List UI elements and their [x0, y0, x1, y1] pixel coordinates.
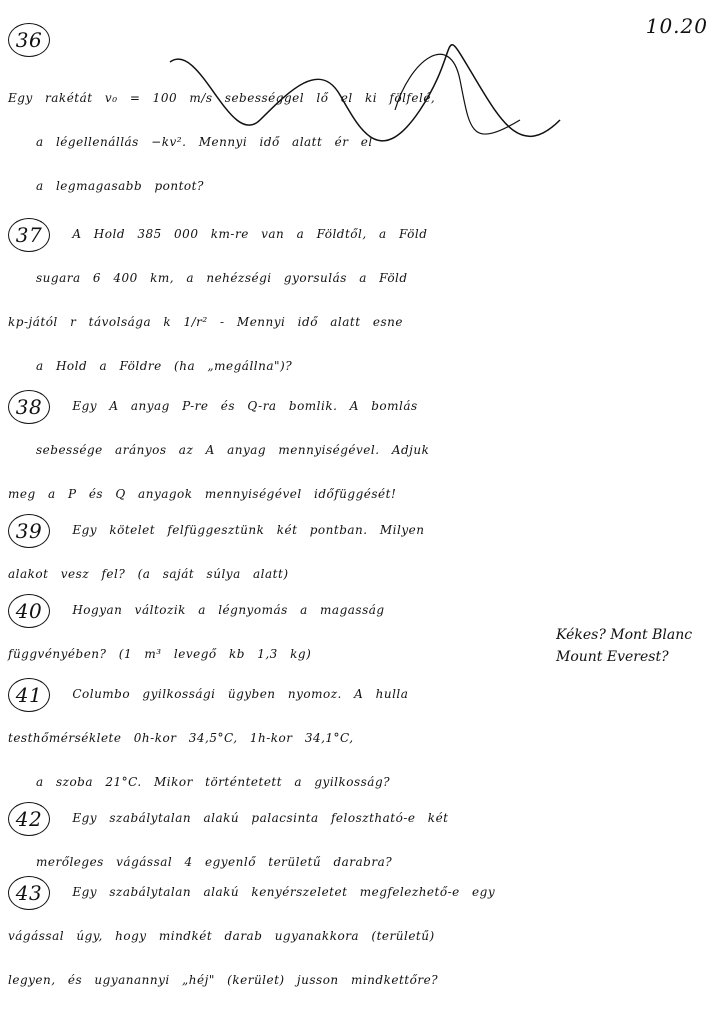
problem-line: Columbo gyilkossági ügyben nyomoz. A hulla	[72, 687, 409, 701]
side-note-line: Mount Everest?	[556, 649, 669, 665]
problem-line: Egy kötelet felfüggesztünk két pontban. Milyen	[72, 523, 425, 537]
problem-line: merőleges vágással 4 egyenlő területű darabra?	[36, 855, 393, 869]
side-note	[556, 624, 716, 668]
problem-line: Egy szabálytalan alakú palacsinta felosztható-e két	[72, 811, 449, 825]
problem-line: a légellenállás −kv². Mennyi idő alatt ér el	[36, 135, 373, 149]
problem-line: testhőmérséklete 0h-kor 34,5°C, 1h-kor 34,1°C,	[8, 731, 354, 745]
problem-39	[8, 508, 714, 596]
problem-number: 43	[8, 876, 50, 910]
problem-36	[8, 18, 714, 208]
problem-line: a Hold a Földre (ha „megállna")?	[36, 359, 293, 373]
problem-line: vágással úgy, hogy mindkét darab ugyanakkora (területű)	[8, 929, 435, 943]
problem-line: legyen, és ugyanannyi „héj" (kerület) jusson mindkettőre?	[8, 973, 439, 987]
problem-line: Hogyan változik a légnyomás a magasság	[72, 603, 385, 617]
date-label: 10.20	[645, 14, 708, 38]
problem-line: a szoba 21°C. Mikor történtetett a gyilkosság?	[36, 775, 391, 789]
problem-37	[8, 212, 714, 388]
problem-line: függvényében? (1 m³ levegő kb 1,3 kg)	[8, 647, 312, 661]
problem-number: 41	[8, 678, 50, 712]
problem-number: 40	[8, 594, 50, 628]
problem-43	[8, 870, 714, 1002]
problem-number: 39	[8, 514, 50, 548]
problem-line: sugara 6 400 km, a nehézségi gyorsulás a Föld	[36, 271, 408, 285]
side-note-line: Kékes? Mont Blanc	[556, 627, 693, 643]
problem-line: A Hold 385 000 km-re van a Földtől, a Föld	[72, 227, 428, 241]
problem-41	[8, 672, 714, 804]
problem-line: Egy szabálytalan alakú kenyérszeletet megfelezhető-e egy	[72, 885, 496, 899]
problem-line: alakot vesz fel? (a saját súlya alatt)	[8, 567, 289, 581]
problem-38	[8, 384, 714, 516]
problem-line: Egy rakétát v₀ = 100 m/s sebességgel lő el ki fölfelé,	[8, 91, 436, 105]
problem-number: 38	[8, 390, 50, 424]
problem-line: a legmagasabb pontot?	[36, 179, 204, 193]
problem-line: kp-jától r távolsága k 1/r² - Mennyi idő alatt esne	[8, 315, 403, 329]
problem-line: Egy A anyag P-re és Q-ra bomlik. A bomlás	[72, 399, 418, 413]
problem-number: 37	[8, 218, 50, 252]
problem-line: sebessége arányos az A anyag mennyiségével. Adjuk	[36, 443, 430, 457]
problem-number: 42	[8, 802, 50, 836]
problem-number: 36	[8, 23, 50, 57]
problem-line: meg a P és Q anyagok mennyiségével időfüggését!	[8, 487, 397, 501]
